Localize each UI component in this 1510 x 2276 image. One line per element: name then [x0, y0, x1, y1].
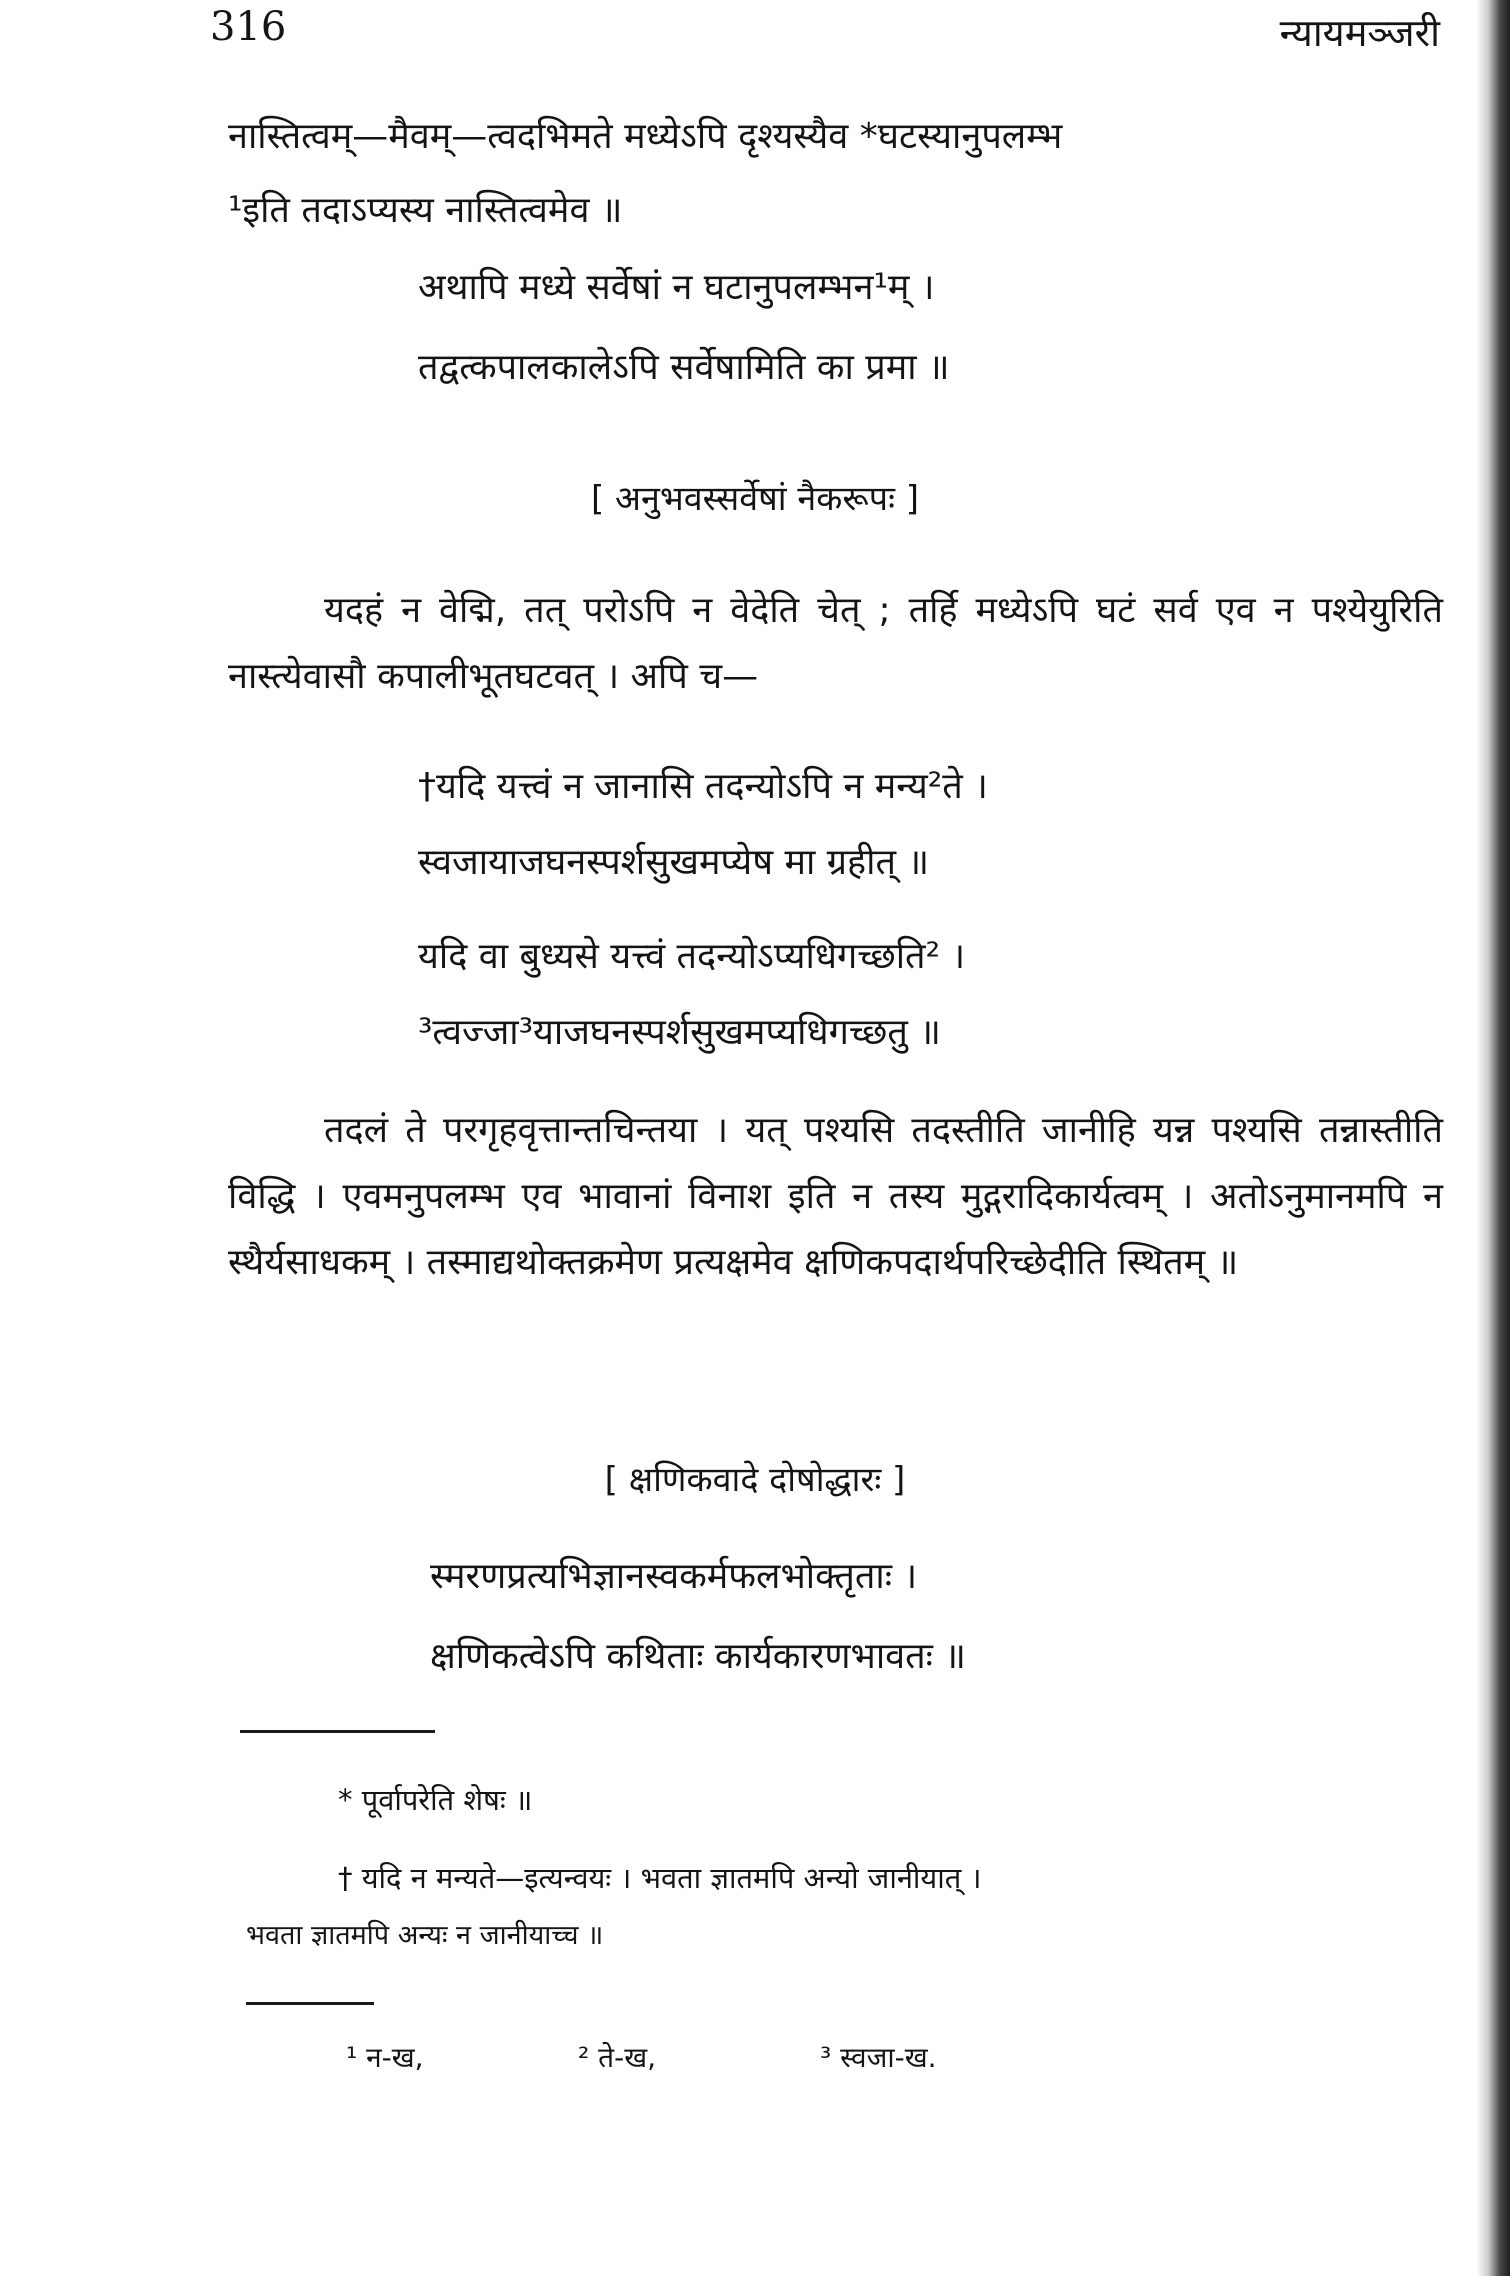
variant-note-2: ² ते-ख, [578, 2041, 656, 2074]
paragraph-1-line-1: नास्तित्वम्—मैवम्—त्वदभिमते मध्येऽपि दृश्यस्यैव *घटस्यानुपलम्भ [228, 116, 1063, 157]
verse-1-line-2: तद्वत्कपालकालेऽपि सर्वेषामिति का प्रमा ॥ [418, 347, 950, 388]
footnote-rule [240, 1730, 435, 1733]
paragraph-1-line-2: ¹इति तदाऽप्यस्य नास्तित्वमेव ॥ [228, 190, 623, 231]
verse-3-line-1: यदि वा बुध्यसे यत्त्वं तदन्योऽप्यधिगच्छति² । [418, 936, 966, 977]
variant-rule [246, 2002, 374, 2005]
running-head: न्यायमञ्जरी [1279, 11, 1440, 55]
footnote-2-line-2: भवता ज्ञातमपि अन्यः न जानीयाच्च ॥ [246, 1920, 604, 1951]
paragraph-3: तदलं ते परगृहवृत्तान्तचिन्तया । यत् पश्यसि तदस्तीति जानीहि यन्न पश्यसि तन्नास्तीति विद्धि । एवमनुपलम्भ एव भावानां विनाश इति न तस्य मुद्गरादिकार्यत्वम् । अतोऽनुमानमपि न स्थैर्यसाधकम् । तस्माद्यथोक्तक्रमेण प्रत्यक्षमेव क्षणिकपदार्थपरिच्छेदीति स्थितम् ॥ [228, 1110, 1443, 1283]
section-heading-2: [ क्षणिकवादे दोषोद्धारः ] [604, 1460, 906, 1500]
variant-note-1: ¹ न-ख, [346, 2041, 424, 2074]
verse-2-line-2: स्वजायाजघनस्पर्शसुखमप्येष मा ग्रहीत् ॥ [418, 842, 930, 883]
verse-2-line-1: †यदि यत्त्वं न जानासि तदन्योऽपि न मन्य²ते । [418, 766, 988, 807]
paragraph-2: यदहं न वेद्मि, तत् परोऽपि न वेदेति चेत् ; तर्हि मध्येऽपि घटं सर्व एव न पश्येयुरिति नास्त्येवासौ कपालीभूतघटवत् । अपि च— [228, 590, 1443, 697]
verse-4-line-2: क्षणिकत्वेऽपि कथिताः कार्यकारणभावतः ॥ [430, 1636, 966, 1677]
binding-edge [1476, 0, 1510, 2276]
verse-1-line-1: अथापि मध्ये सर्वेषां न घटानुपलम्भन¹म् । [418, 267, 935, 308]
footnote-2-line-1: † यदि न मन्यते—इत्यन्वयः । भवता ज्ञातमपि अन्यो जानीयात् । [338, 1861, 982, 1895]
footnote-1: * पूर्वापरेति शेषः ॥ [338, 1783, 533, 1817]
page-number: 316 [210, 4, 287, 50]
variant-note-3: ³ स्वजा-ख. [820, 2041, 937, 2074]
page-header [210, 0, 1440, 70]
verse-4-line-1: स्मरणप्रत्यभिज्ञानस्वकर्मफलभोक्तृताः । [430, 1556, 918, 1597]
section-heading-1: [ अनुभवस्सर्वेषां नैकरूपः ] [590, 479, 920, 519]
verse-3-line-2: ³त्वज्जा³याजघनस्पर्शसुखमप्यधिगच्छतु ॥ [418, 1012, 941, 1053]
